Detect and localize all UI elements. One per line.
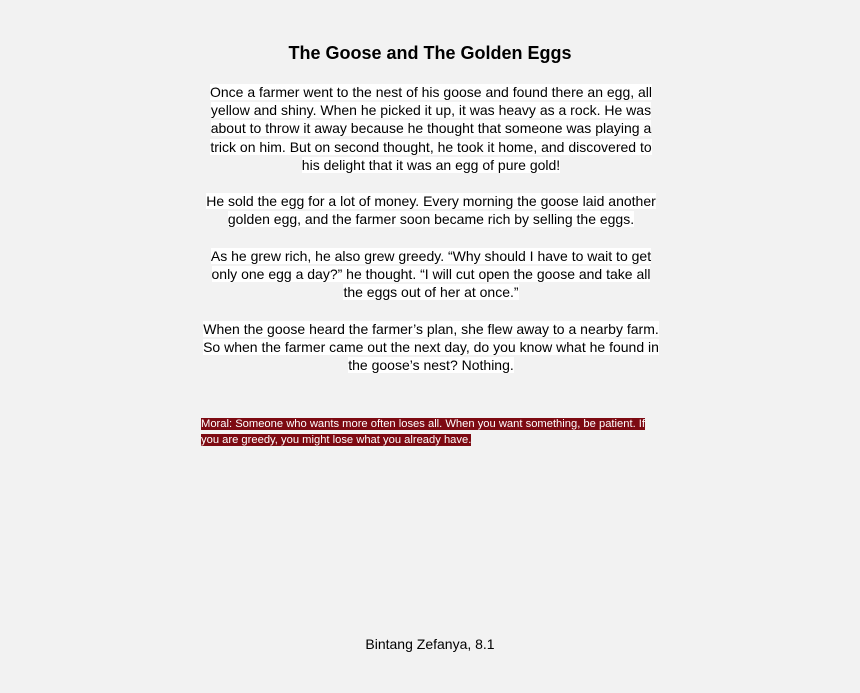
story-paragraph-2 — [200, 192, 662, 228]
moral-text — [201, 416, 663, 448]
story-paragraph-4 — [200, 320, 662, 375]
paragraph-text: He sold the egg for a lot of money. Every morning the goose laid another golden egg, and the farmer soon became rich by selling the eggs. — [206, 193, 656, 228]
story-paragraph-1 — [200, 83, 662, 174]
author-footer: Bintang Zefanya, 8.1 — [365, 636, 495, 652]
paragraph-text: Once a farmer went to the nest of his goose and found there an egg, all yellow and shiny. When he picked it up, it was heavy as a rock. He was about to throw it away because he thought that someone was playing a trick on him. But on second thought, he took it home, and discovered to his delight that it was an egg of pure gold! — [209, 84, 653, 173]
story-paragraph-3 — [200, 247, 662, 302]
paragraph-text: As he grew rich, he also grew greedy. “Why should I have to wait to get only one egg a day?” he thought. “I will cut open the goose and take all the eggs out of her at once.” — [210, 247, 652, 301]
moral-highlight: Moral: Someone who wants more often loses all. When you want something, be patient. If you are greedy, you might lose what you already have. — [201, 418, 646, 446]
document-title: The Goose and The Golden Eggs — [288, 43, 572, 63]
paragraph-text: When the goose heard the farmer’s plan, she flew away to a nearby farm. So when the farmer came out the next day, do you know what he found in the goose’s nest? Nothing. — [203, 320, 659, 373]
story-body — [200, 83, 662, 392]
